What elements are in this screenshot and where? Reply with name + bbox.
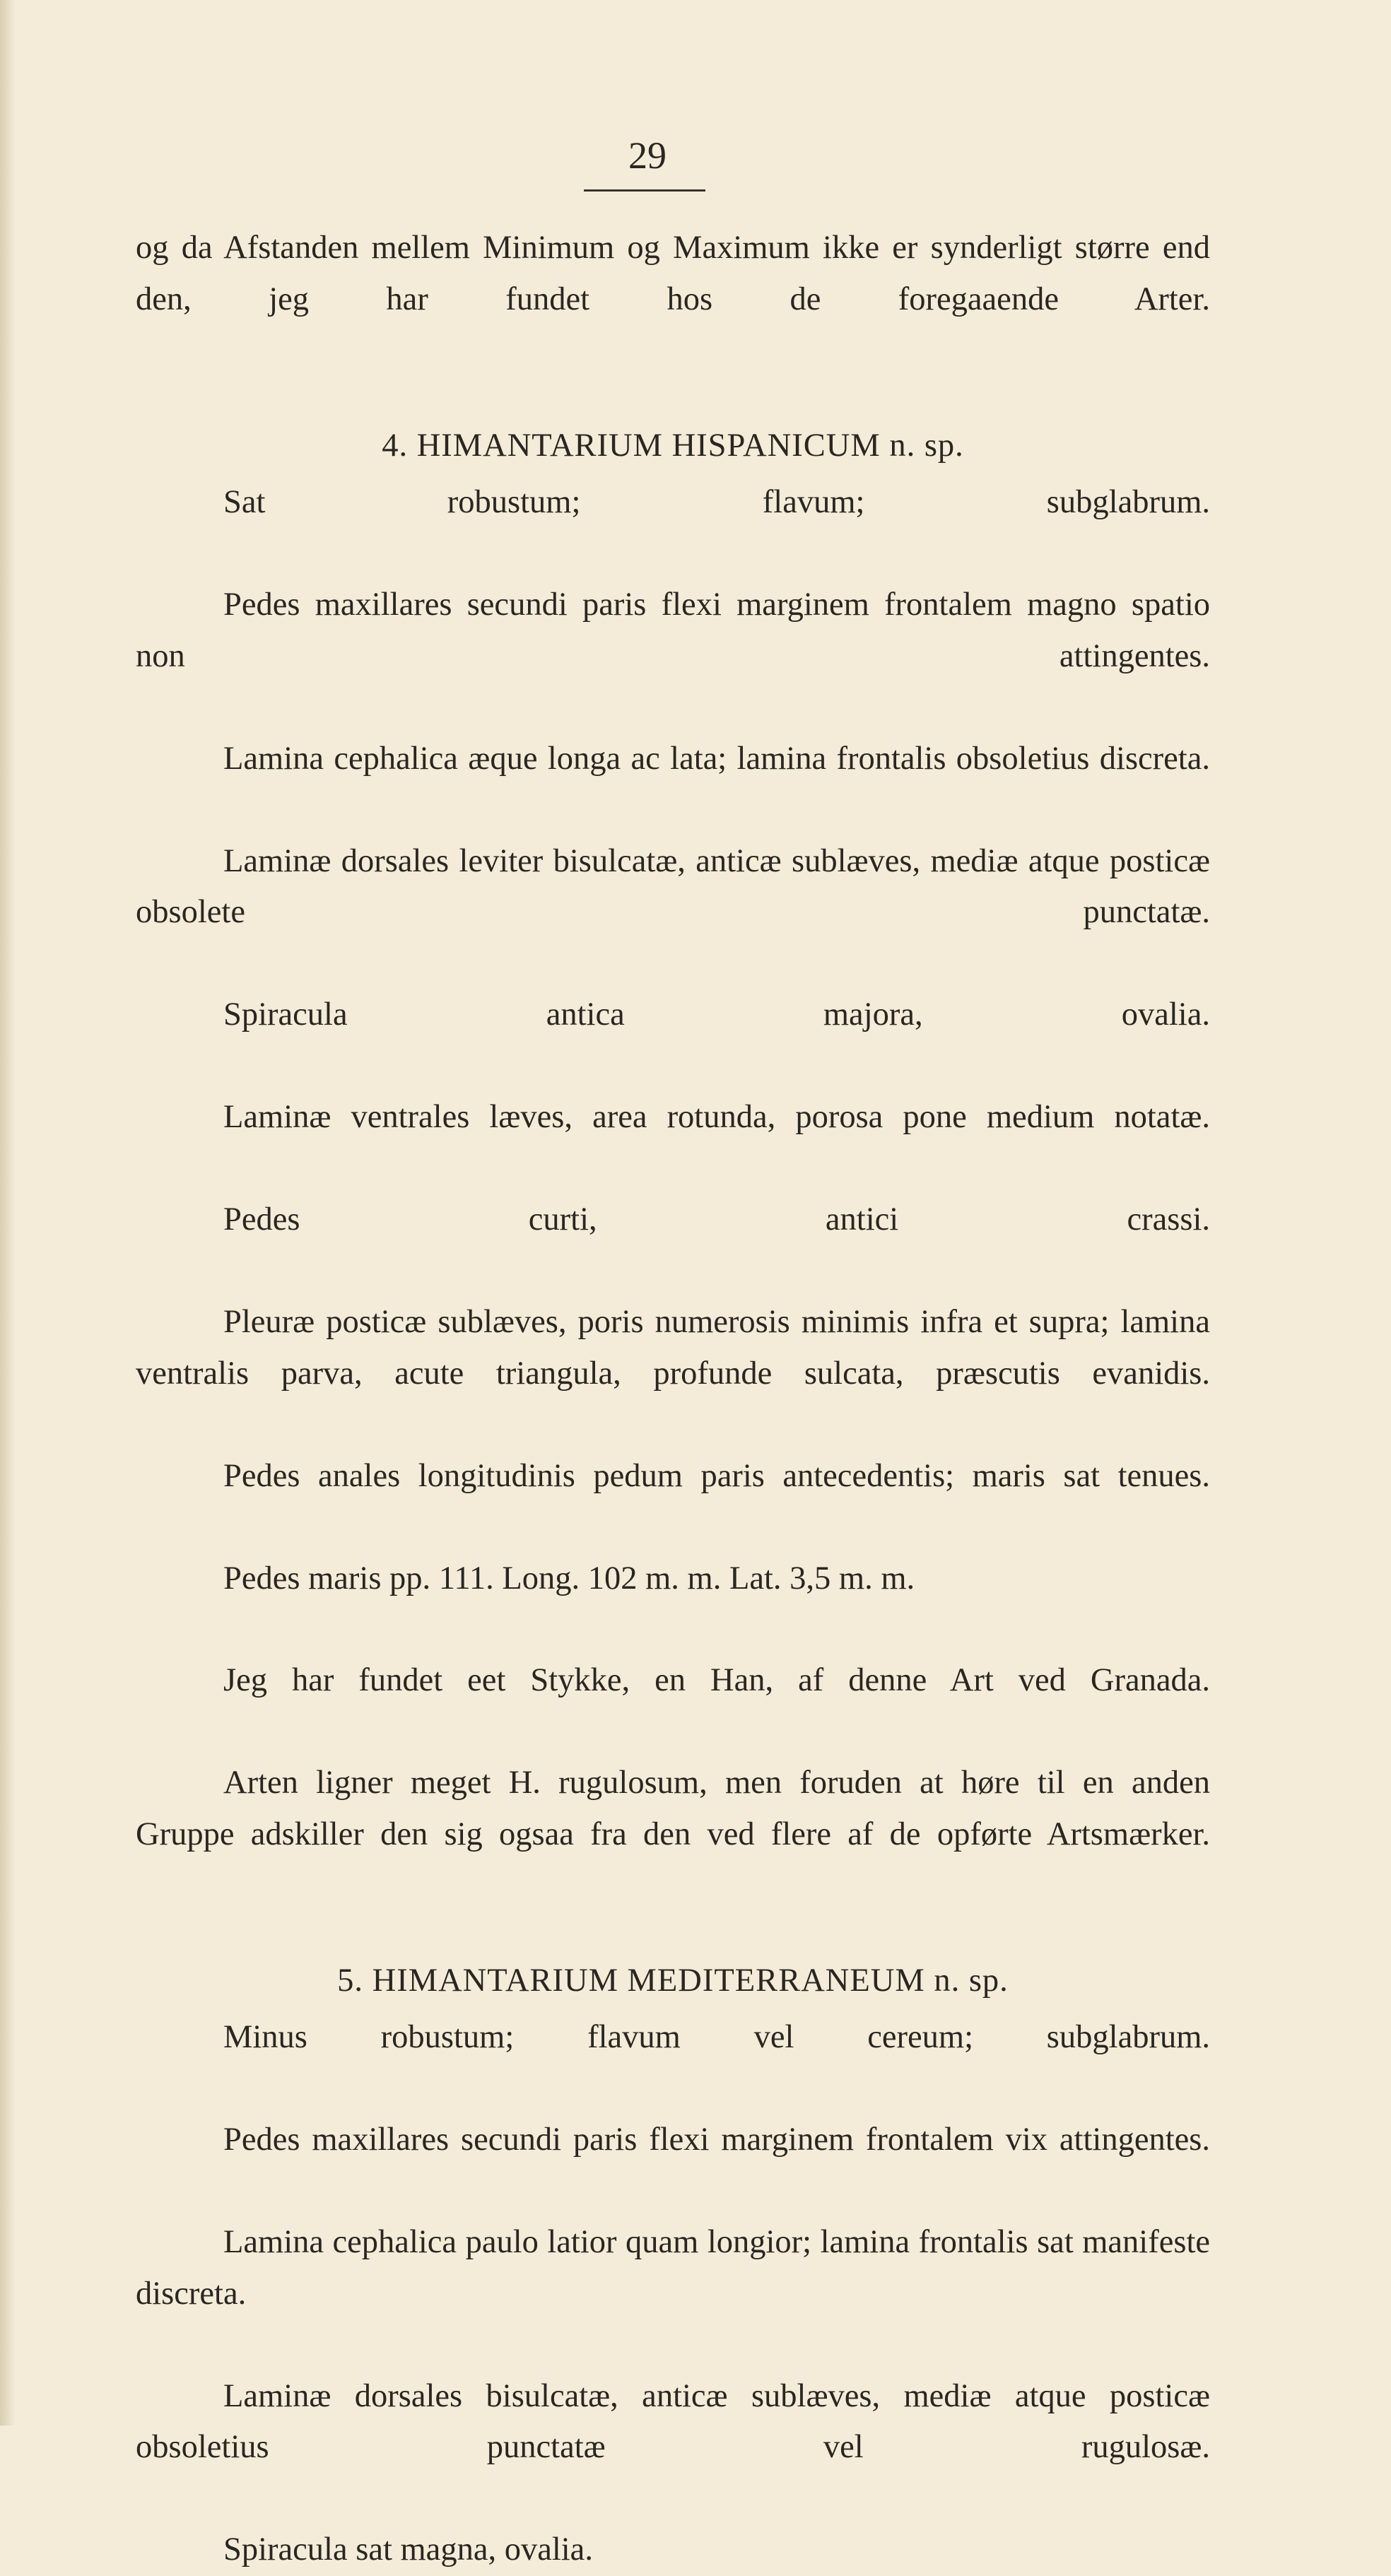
diagnosis-line: Sat robustum; flavum; subglabrum.: [223, 484, 1210, 520]
heading-species-4: 4. HIMANTARIUM HISPANICUM n. sp.: [382, 427, 964, 464]
diagnosis-line: Pedes curti, antici crassi.: [223, 1201, 1210, 1237]
diagnosis-line: Laminæ dorsales leviter bisulcatæ, anticæ sublæves, mediæ atque posticæ obsolete punctatæ.: [136, 842, 1210, 930]
page-number-rule: [584, 189, 705, 192]
diagnosis-line: Pedes maxillares secundi paris flexi marginem frontalem vix attingentes.: [223, 2122, 1210, 2158]
heading-species-5: 5. HIMANTARIUM MEDITERRANEUM n. sp.: [337, 1962, 1009, 1999]
diagnosis-line: Laminæ dorsales bisulcatæ, anticæ sublæves, mediæ atque posticæ obsoletius punctatæ vel rugulosæ.: [136, 2377, 1210, 2465]
diagnosis-line: Lamina cephalica æque longa ac lata; lamina frontalis obsoletius discreta.: [223, 740, 1210, 777]
note-paragraph: Arten ligner meget H. rugulosum, men foruden at høre til en anden Gruppe adskiller den sig ogsaa fra den ved flere af de opførte Artsmærker.: [136, 1765, 1210, 1852]
page-text: [136, 223, 1210, 2576]
page-number: 29: [628, 134, 667, 177]
note-paragraph: Jeg har fundet eet Stykke, en Han, af denne Art ved Granada.: [223, 1662, 1210, 1698]
diagnosis-line: Pleuræ posticæ sublæves, poris numerosis minimis infra et supra; lamina ventralis parva, acute triangula, profunde sulcata, præscutis evanidis.: [136, 1304, 1210, 1392]
page-edge: [0, 0, 16, 2425]
diagnosis-line: Spiracula sat magna, ovalia.: [223, 2531, 593, 2568]
diagnosis-line: Pedes maxillares secundi paris flexi marginem frontalem magno spatio non attingentes.: [136, 587, 1210, 674]
diagnosis-line: Lamina cephalica paulo latior quam longior; lamina frontalis sat manifeste discreta.: [136, 2224, 1210, 2312]
measurements-line: Pedes maris pp. 111. Long. 102 m. m. Lat. 3,5 m. m.: [223, 1560, 915, 1596]
section-gap: [136, 1604, 1210, 1655]
diagnosis-line: Pedes anales longitudinis pedum paris antecedentis; maris sat tenues.: [223, 1457, 1210, 1494]
paragraph-continuation: og da Afstanden mellem Minimum og Maximum ikke er synderligt større end den, jeg har fundet hos de foregaaende Arter.: [136, 230, 1210, 317]
diagnosis-line: Spiracula antica majora, ovalia.: [223, 996, 1210, 1033]
diagnosis-line: Minus robustum; flavum vel cereum; subglabrum.: [223, 2019, 1210, 2055]
diagnosis-line: Laminæ ventrales læves, area rotunda, porosa pone medium notatæ.: [223, 1099, 1210, 1135]
